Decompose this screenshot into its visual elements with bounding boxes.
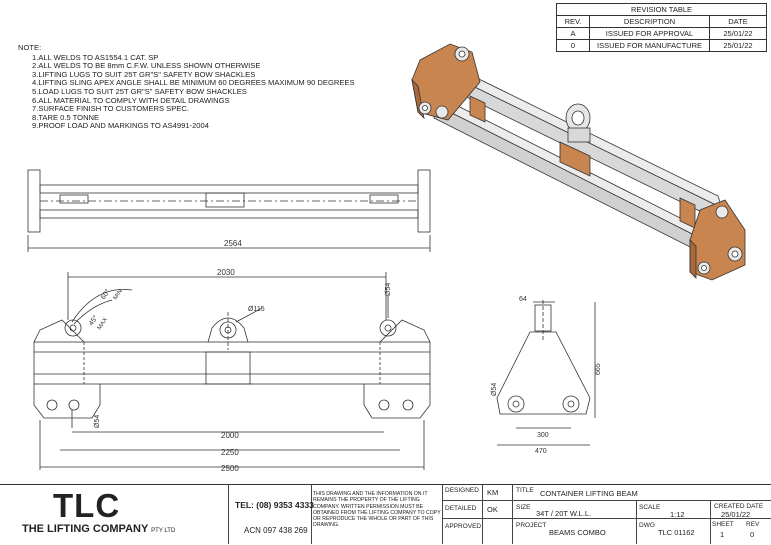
date-cell: 25/01/22 — [710, 28, 767, 40]
size-label: SIZE — [516, 504, 531, 511]
scale-label: SCALE — [639, 504, 661, 511]
sheet-value: 1 — [720, 530, 725, 539]
designed-label: DESIGNED — [445, 487, 479, 494]
note-item: 6.ALL MATERIAL TO COMPLY WITH DETAIL DRAWINGS — [32, 95, 230, 105]
detailed-value: OK — [487, 505, 498, 514]
dim-front-span: 2030 — [217, 268, 235, 277]
sheet-label: SHEET — [712, 521, 734, 528]
dim-top-length: 2564 — [224, 239, 242, 248]
dim-inner: 2000 — [221, 431, 239, 440]
created-value: 25/01/22 — [721, 510, 751, 519]
rev-value: 0 — [750, 530, 755, 539]
company-name: THE LIFTING COMPANY PTY LTD — [22, 523, 176, 535]
designed-value: KM — [487, 488, 499, 497]
scale-value: 1:12 — [670, 510, 685, 519]
rev-label: REV — [746, 521, 760, 528]
approved-label: APPROVED — [445, 523, 482, 530]
dim-angle-min: 60° — [99, 288, 112, 302]
note-item: 3.LIFTING LUGS TO SUIT 25T GR"S" SAFETY BOW SHACKLES — [32, 69, 256, 79]
created-label: CREATED DATE — [714, 503, 764, 510]
description-cell: ISSUED FOR MANUFACTURE — [590, 40, 710, 52]
detailed-label: DETAILED — [445, 505, 477, 512]
dim-end-height: 665 — [595, 363, 602, 375]
rev-header: REV. — [557, 16, 590, 28]
description-header: DESCRIPTION — [590, 16, 710, 28]
dim-end-overall: 470 — [535, 448, 547, 455]
company-logo: TLC — [53, 487, 121, 524]
notes-heading: NOTE: — [18, 43, 42, 52]
dim-angle-max-label: MAX — [96, 317, 110, 332]
dim-bottom-lug-diameter: Ø54 — [94, 414, 101, 428]
revision-table-title: REVISION TABLE — [557, 4, 767, 16]
isometric-view — [412, 44, 745, 280]
company-acn: ACN 097 438 269 — [244, 526, 308, 535]
note-item: 8.TARE 0.5 TONNE — [32, 112, 100, 122]
description-cell: ISSUED FOR APPROVAL — [590, 28, 710, 40]
project-value: BEAMS COMBO — [549, 528, 606, 537]
dwg-number: TLC 01162 — [658, 528, 695, 537]
dim-angle-max: 45° — [87, 314, 100, 328]
size-value: 34T / 20T W.L.L. — [536, 509, 592, 518]
rev-cell: A — [557, 28, 590, 40]
note-item: 2.ALL WELDS TO BE 8mm C.F.W. UNLESS SHOWN OTHERWISE — [32, 61, 261, 71]
rev-cell: 0 — [557, 40, 590, 52]
project-label: PROJECT — [516, 522, 547, 529]
dim-mid: 2250 — [221, 448, 239, 457]
dim-lug-diameter: Ø54 — [385, 282, 392, 296]
end-view — [497, 300, 595, 445]
legal-notice: THIS DRAWING AND THE INFORMATION ON IT REMAINS THE PROPERTY OF THE LIFTING COMPANY. WRITTEN PERMISSION MUST BE OBTAINED FROM THE LIFTING COMPANY TO COPY OR REPRODUCE THE WHOLE OR PART OF THIS DRAWING. — [313, 491, 441, 529]
drawing-title: CONTAINER LIFTING BEAM — [540, 489, 638, 498]
date-cell: 25/01/22 — [710, 40, 767, 52]
company-phone: TEL: (08) 9353 4333 — [235, 500, 314, 510]
note-item: 4.LIFTING SLING APEX ANGLE SHALL BE MINIMUM 60 DEGREES MAXIMUM 90 DEGREES — [32, 78, 355, 88]
dim-end-lug-diameter: Ø54 — [491, 382, 498, 396]
date-header: DATE — [710, 16, 767, 28]
note-item: 9.PROOF LOAD AND MARKINGS TO AS4991-2004 — [32, 121, 209, 131]
dim-angle-min-label: MIN — [112, 288, 124, 302]
dwg-label: DWG — [639, 522, 655, 529]
note-item: 7.SURFACE FINISH TO CUSTOMERS SPEC. — [32, 104, 189, 114]
title-label: TITLE — [516, 487, 534, 494]
note-item: 1.ALL WELDS TO AS1554.1 CAT. SP — [32, 52, 159, 62]
note-item: 5.LOAD LUGS TO SUIT 25T GR"S" SAFETY BOW SHACKLES — [32, 86, 247, 96]
dim-end-top: 64 — [519, 296, 527, 303]
dim-end-inner: 300 — [537, 432, 549, 439]
dim-overall: 2500 — [221, 464, 239, 473]
front-view — [34, 272, 430, 470]
dim-pin-diameter: Ø115 — [248, 306, 265, 313]
